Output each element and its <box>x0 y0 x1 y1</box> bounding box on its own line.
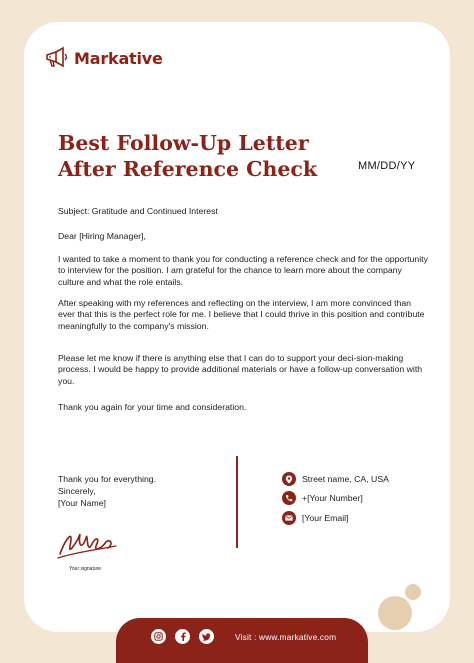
logo-text: Markative <box>74 48 163 68</box>
location-pin-icon <box>282 472 296 486</box>
company-logo <box>44 46 163 70</box>
closing-name: [Your Name] <box>58 498 106 508</box>
letter-paragraph: I wanted to take a moment to thank you for conducting a reference check and for the opportunity to interview for the position. I am grateful for the chance to learn more about the company culture and what the role entails. <box>58 254 428 287</box>
card-top-curve <box>186 22 450 82</box>
vertical-divider <box>236 456 238 548</box>
contact-email <box>282 511 349 525</box>
twitter-icon[interactable] <box>199 629 214 644</box>
letter-paragraph: After speaking with my references and reflecting on the interview, I am more convinced than ever that this is the perfect role for me. I believe that I could thrive in this position and contribute meaningfully to the company's mission. <box>58 298 425 331</box>
facebook-icon[interactable] <box>175 629 190 644</box>
letter-paragraph: Thank you again for your time and consideration. <box>58 402 247 412</box>
letter-greeting: Dear [Hiring Manager], <box>58 231 146 241</box>
decorative-blob <box>378 596 412 630</box>
decorative-blob <box>405 584 421 600</box>
phone-icon <box>282 491 296 505</box>
letter-subject: Subject: Gratitude and Continued Interest <box>58 206 218 216</box>
contact-address <box>282 472 389 486</box>
letter-paragraph: Please let me know if there is anything else that I can do to support your deci-sion-making process. I would be happy to provide additional materials or have a follow-up conversation with you. <box>58 353 423 386</box>
contact-address-text: Street name, CA, USA <box>302 474 389 484</box>
instagram-icon[interactable] <box>151 629 166 644</box>
closing-thanks: Thank you for everything. <box>58 474 157 484</box>
letter-date: MM/DD/YY <box>358 160 416 172</box>
contact-email-text: [Your Email] <box>302 513 349 523</box>
closing-block <box>58 473 156 509</box>
closing-sincerely: Sincerely, <box>58 486 96 496</box>
signature-caption: Your signature <box>69 566 102 572</box>
contact-phone <box>282 491 363 505</box>
envelope-icon <box>282 511 296 525</box>
megaphone-icon <box>44 46 70 70</box>
contact-phone-text: +[Your Number] <box>302 493 363 503</box>
footer-website[interactable]: Visit : www.markative.com <box>235 632 337 642</box>
letter-title: Best Follow-Up Letter After Reference Check <box>58 131 318 181</box>
handwritten-signature <box>56 516 120 562</box>
